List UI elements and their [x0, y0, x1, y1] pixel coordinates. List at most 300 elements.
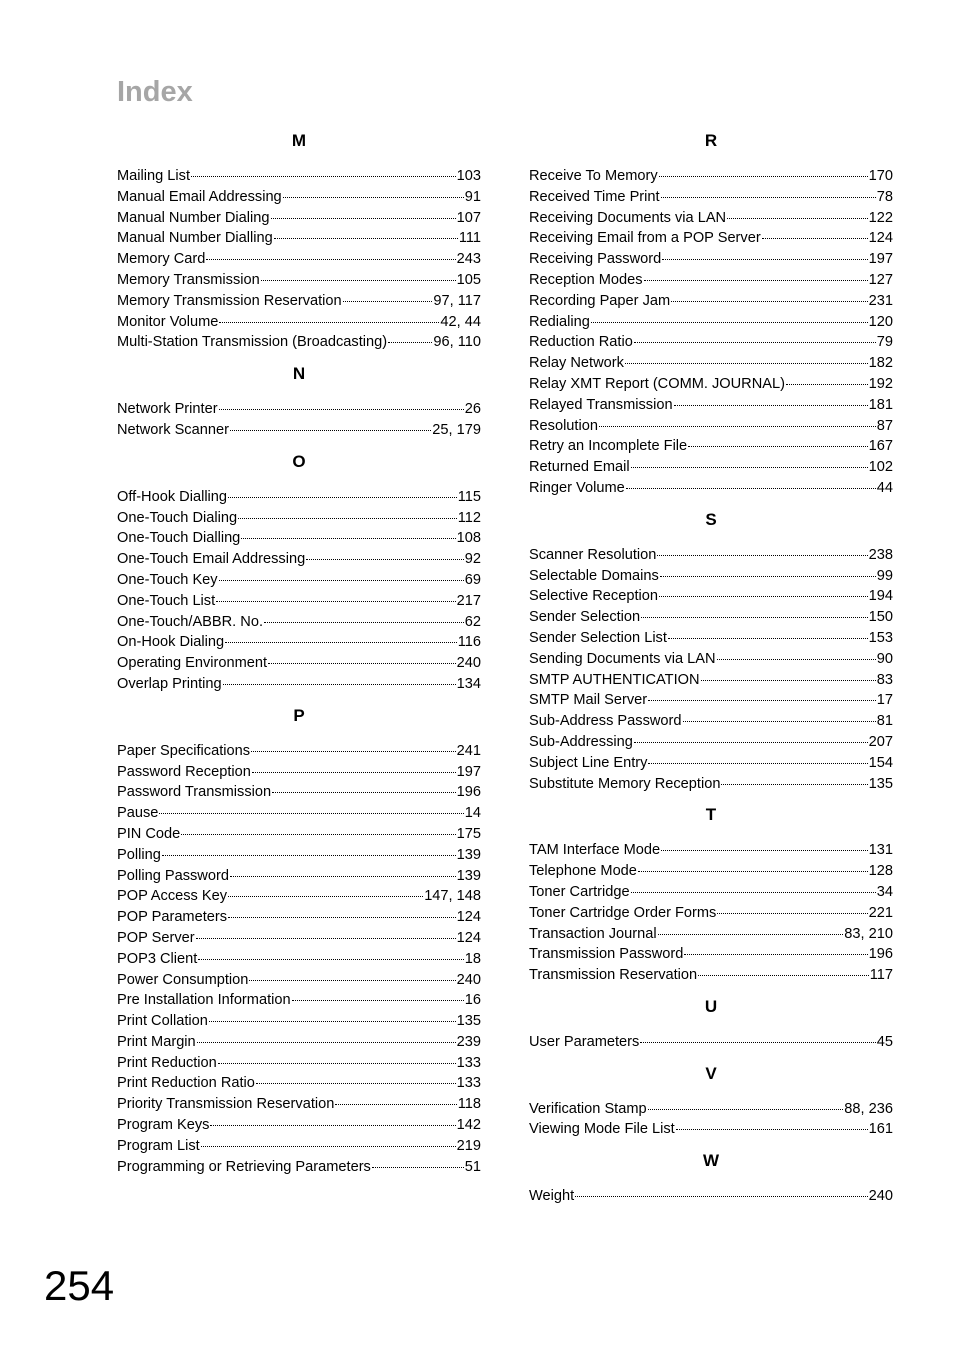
- entry-pages: 81: [876, 713, 893, 730]
- index-entry: [117, 1136, 481, 1157]
- index-entry: [529, 291, 893, 312]
- index-entry: [529, 457, 893, 478]
- index-entry: [529, 228, 893, 249]
- entry-pages: 147, 148: [424, 888, 481, 905]
- dot-leader: [159, 813, 463, 814]
- entry-term: Operating Environment: [117, 655, 268, 672]
- index-entry: [529, 670, 893, 691]
- dot-leader: [198, 959, 463, 960]
- entry-pages: 139: [456, 846, 481, 863]
- index-entry: [529, 208, 893, 229]
- entry-term: Receiving Email from a POP Server: [529, 230, 761, 247]
- index-entry: [117, 332, 481, 353]
- entry-pages: 117: [869, 967, 893, 984]
- entry-pages: 107: [456, 209, 481, 226]
- section-letter: W: [702, 1151, 720, 1171]
- entry-pages: 51: [464, 1158, 481, 1175]
- dot-leader: [201, 1146, 456, 1147]
- index-entry: [117, 166, 481, 187]
- entry-term: Manual Number Dialing: [117, 209, 270, 226]
- dot-leader: [219, 322, 439, 323]
- index-entry: [117, 886, 481, 907]
- dot-leader: [218, 1063, 456, 1064]
- dot-leader: [786, 384, 868, 385]
- index-entry: [529, 586, 893, 607]
- index-entry: [529, 395, 893, 416]
- entry-pages: 78: [876, 188, 893, 205]
- entry-term: Weight: [529, 1188, 575, 1205]
- entry-term: Transaction Journal: [529, 925, 657, 942]
- entry-term: Receiving Password: [529, 251, 662, 268]
- entry-term: Relay XMT Report (COMM. JOURNAL): [529, 375, 785, 392]
- section-spacer: [117, 1177, 481, 1187]
- index-entry: [117, 928, 481, 949]
- entry-term: Program Keys: [117, 1117, 210, 1134]
- index-entry: [117, 1011, 481, 1032]
- index-entry: [117, 270, 481, 291]
- dot-leader: [251, 751, 456, 752]
- index-entry: [529, 1032, 893, 1053]
- index-entry: [529, 628, 893, 649]
- dot-leader: [661, 197, 876, 198]
- section-spacer: [529, 1207, 893, 1217]
- dot-leader: [181, 834, 455, 835]
- entry-pages: 44: [876, 479, 893, 496]
- dot-leader: [228, 896, 423, 897]
- entry-term: Mailing List: [117, 168, 190, 184]
- dot-leader: [252, 772, 456, 773]
- index-entry: [117, 291, 481, 312]
- section-spacer: [529, 1140, 893, 1150]
- entry-term: Print Reduction Ratio: [117, 1075, 255, 1092]
- entry-term: Password Transmission: [117, 784, 272, 801]
- index-column-left: [117, 130, 481, 1187]
- dot-leader: [219, 580, 464, 581]
- index-entry: [529, 1099, 893, 1120]
- entry-pages: 134: [456, 675, 481, 692]
- dot-leader: [210, 1125, 455, 1126]
- section-letter: S: [705, 509, 717, 529]
- dot-leader: [283, 197, 464, 198]
- entry-term: Resolution: [529, 417, 598, 434]
- entry-pages: 131: [868, 842, 893, 859]
- index-entry: [529, 607, 893, 628]
- dot-leader: [641, 617, 867, 618]
- entry-term: Reduction Ratio: [529, 334, 633, 351]
- index-entry: [117, 249, 481, 270]
- entry-term: Redialing: [529, 313, 590, 330]
- entry-pages: 239: [456, 1033, 481, 1050]
- page-number: 254: [44, 1262, 115, 1309]
- dot-leader: [683, 721, 876, 722]
- entry-pages: 83, 210: [844, 925, 893, 942]
- entry-term: Relayed Transmission: [529, 396, 673, 413]
- entry-term: Verification Stamp: [529, 1100, 647, 1117]
- index-entry: [529, 166, 893, 187]
- entry-term: Transmission Password: [529, 946, 684, 963]
- index-section-u: [529, 996, 893, 1063]
- entry-pages: 96, 110: [433, 334, 481, 351]
- entry-term: Polling: [117, 846, 161, 863]
- entry-term: One-Touch/ABBR. No.: [117, 613, 264, 630]
- index-entry: [117, 312, 481, 333]
- entry-term: Print Margin: [117, 1033, 196, 1050]
- entry-term: SMTP Mail Server: [529, 692, 648, 709]
- section-spacer: [117, 353, 481, 363]
- dot-leader: [219, 409, 464, 410]
- index-entry: [117, 632, 481, 653]
- index-entry: [117, 845, 481, 866]
- entry-term: Telephone Mode: [529, 863, 637, 880]
- entry-term: Memory Transmission Reservation: [117, 292, 342, 309]
- entry-pages: 88, 236: [844, 1100, 893, 1117]
- dot-leader: [197, 1042, 456, 1043]
- index-entry: [529, 711, 893, 732]
- dot-leader: [271, 218, 456, 219]
- entry-pages: 42, 44: [440, 313, 481, 330]
- index-entry: [117, 907, 481, 928]
- dot-leader: [228, 917, 456, 918]
- entry-term: Returned Email: [529, 459, 630, 476]
- entry-pages: 231: [868, 292, 893, 309]
- section-spacer: [529, 986, 893, 996]
- entry-pages: 170: [868, 168, 893, 184]
- dot-leader: [591, 322, 868, 323]
- index-entry: [117, 1094, 481, 1115]
- entry-term: TAM Interface Mode: [529, 842, 661, 859]
- dot-leader: [634, 742, 868, 743]
- dot-leader: [762, 238, 868, 239]
- dot-leader: [335, 1104, 456, 1105]
- index-entry: [529, 187, 893, 208]
- entry-term: Viewing Mode File List: [529, 1121, 675, 1138]
- entry-pages: 34: [876, 883, 893, 900]
- dot-leader: [631, 467, 868, 468]
- entry-pages: 92: [464, 551, 481, 568]
- entry-term: Sub-Address Password: [529, 713, 682, 730]
- entry-pages: 127: [868, 271, 893, 288]
- entry-pages: 16: [464, 992, 481, 1009]
- entry-pages: 105: [456, 271, 481, 288]
- index-entry: [529, 312, 893, 333]
- dot-leader: [721, 784, 867, 785]
- index-entry: [117, 399, 481, 420]
- index-entry: [529, 924, 893, 945]
- dot-leader: [274, 238, 458, 239]
- entry-term: One-Touch Email Addressing: [117, 551, 306, 568]
- entry-pages: 120: [868, 313, 893, 330]
- section-spacer: [529, 794, 893, 804]
- dot-leader: [225, 642, 457, 643]
- index-entry: [117, 990, 481, 1011]
- dot-leader: [599, 426, 876, 427]
- entry-term: POP Server: [117, 929, 195, 946]
- entry-term: User Parameters: [529, 1033, 640, 1050]
- index-entry: [117, 570, 481, 591]
- entry-term: PIN Code: [117, 825, 181, 842]
- index-entry: [529, 374, 893, 395]
- page-title: Index: [117, 76, 193, 108]
- index-entry: [117, 1053, 481, 1074]
- index-entry: [117, 1115, 481, 1136]
- entry-pages: 124: [456, 929, 481, 946]
- entry-pages: 238: [868, 546, 893, 563]
- index-entry: [117, 208, 481, 229]
- dot-leader: [626, 488, 876, 489]
- dot-leader: [230, 430, 431, 431]
- entry-term: Power Consumption: [117, 971, 249, 988]
- dot-leader: [343, 301, 433, 302]
- entry-term: Print Collation: [117, 1013, 208, 1030]
- entry-term: Pre Installation Information: [117, 992, 291, 1009]
- entry-term: Off-Hook Dialling: [117, 488, 228, 505]
- dot-leader: [191, 176, 456, 177]
- entry-term: Memory Card: [117, 251, 206, 268]
- entry-pages: 124: [456, 909, 481, 926]
- entry-pages: 150: [868, 609, 893, 626]
- dot-leader: [698, 975, 869, 976]
- entry-term: Recording Paper Jam: [529, 292, 671, 309]
- entry-pages: 240: [456, 971, 481, 988]
- entry-term: Monitor Volume: [117, 313, 219, 330]
- entry-pages: 196: [456, 784, 481, 801]
- dot-leader: [228, 497, 457, 498]
- entry-term: Paper Specifications: [117, 742, 251, 759]
- entry-term: Polling Password: [117, 867, 229, 884]
- index-entry: [529, 965, 893, 986]
- section-letter: P: [293, 705, 305, 725]
- entry-term: Sender Selection: [529, 609, 641, 626]
- dot-leader: [717, 659, 876, 660]
- entry-pages: 154: [868, 754, 893, 771]
- entry-term: Received Time Print: [529, 188, 660, 205]
- entry-term: Reception Modes: [529, 271, 643, 288]
- entry-pages: 135: [456, 1013, 481, 1030]
- index-entry: [117, 824, 481, 845]
- entry-term: Manual Number Dialling: [117, 230, 273, 247]
- dot-leader: [638, 871, 868, 872]
- entry-pages: 108: [456, 530, 481, 547]
- index-entry: [529, 436, 893, 457]
- entry-pages: 99: [876, 567, 893, 584]
- entry-pages: 139: [456, 867, 481, 884]
- dot-leader: [674, 405, 868, 406]
- index-entry: [529, 649, 893, 670]
- dot-leader: [241, 538, 455, 539]
- dot-leader: [644, 280, 868, 281]
- entry-term: Network Printer: [117, 401, 218, 418]
- section-letter: O: [292, 451, 306, 471]
- dot-leader: [216, 601, 455, 602]
- section-spacer: [117, 695, 481, 705]
- entry-pages: 118: [457, 1096, 481, 1113]
- index-section-v: [529, 1063, 893, 1151]
- index-entry: [117, 762, 481, 783]
- entry-term: One-Touch Dialling: [117, 530, 241, 547]
- entry-term: Priority Transmission Reservation: [117, 1096, 335, 1113]
- entry-pages: 83: [876, 671, 893, 688]
- entry-pages: 111: [458, 230, 481, 247]
- entry-pages: 197: [456, 763, 481, 780]
- index-entry: [117, 228, 481, 249]
- entry-pages: 207: [868, 733, 893, 750]
- index-entry: [529, 332, 893, 353]
- entry-term: Sender Selection List: [529, 629, 667, 646]
- entry-pages: 69: [464, 571, 481, 588]
- entry-pages: 241: [456, 742, 481, 759]
- dot-leader: [261, 280, 456, 281]
- entry-pages: 135: [868, 775, 893, 792]
- entry-term: Overlap Printing: [117, 675, 222, 692]
- entry-pages: 133: [456, 1075, 481, 1092]
- entry-term: POP Parameters: [117, 909, 228, 926]
- index-entry: [529, 944, 893, 965]
- entry-pages: 87: [876, 417, 893, 434]
- index-entry: [529, 1186, 893, 1207]
- entry-term: One-Touch Key: [117, 571, 218, 588]
- entry-term: On-Hook Dialing: [117, 634, 225, 651]
- index-entry: [529, 566, 893, 587]
- dot-leader: [661, 850, 868, 851]
- section-letter: V: [705, 1063, 717, 1083]
- index-entry: [117, 741, 481, 762]
- entry-term: Programming or Retrieving Parameters: [117, 1158, 371, 1175]
- index-entry: [117, 949, 481, 970]
- entry-term: Substitute Memory Reception: [529, 775, 721, 792]
- dot-leader: [688, 446, 867, 447]
- entry-term: Transmission Reservation: [529, 967, 698, 984]
- entry-pages: 219: [456, 1137, 481, 1154]
- dot-leader: [388, 342, 432, 343]
- index-section-p: [117, 705, 481, 1188]
- entry-pages: 97, 117: [433, 292, 481, 309]
- entry-term: Toner Cartridge: [529, 883, 630, 900]
- entry-pages: 112: [457, 509, 481, 526]
- dot-leader: [162, 855, 456, 856]
- index-section-r: [529, 130, 893, 509]
- entry-pages: 192: [868, 375, 893, 392]
- dot-leader: [671, 301, 867, 302]
- dot-leader: [662, 259, 867, 260]
- index-entry: [529, 478, 893, 499]
- entry-pages: 124: [868, 230, 893, 247]
- entry-term: POP3 Client: [117, 950, 198, 967]
- index-entry: [117, 528, 481, 549]
- entry-pages: 240: [868, 1188, 893, 1205]
- index-entry: [529, 353, 893, 374]
- dot-leader: [631, 892, 876, 893]
- dot-leader: [209, 1021, 456, 1022]
- section-letter: T: [705, 805, 717, 825]
- dot-leader: [238, 518, 457, 519]
- index-entry: [529, 416, 893, 437]
- dot-leader: [306, 559, 464, 560]
- section-spacer: [529, 1053, 893, 1063]
- dot-leader: [648, 763, 867, 764]
- index-entry: [529, 882, 893, 903]
- entry-term: Receiving Documents via LAN: [529, 209, 727, 226]
- dot-leader: [196, 938, 456, 939]
- entry-pages: 91: [464, 188, 481, 205]
- entry-pages: 128: [868, 863, 893, 880]
- entry-pages: 122: [868, 209, 893, 226]
- entry-pages: 197: [868, 251, 893, 268]
- dot-leader: [676, 1129, 868, 1130]
- dot-leader: [660, 576, 876, 577]
- entry-pages: 90: [876, 650, 893, 667]
- index-entry: [117, 970, 481, 991]
- section-spacer: [529, 499, 893, 509]
- entry-term: Multi-Station Transmission (Broadcasting): [117, 334, 388, 351]
- index-entry: [529, 840, 893, 861]
- entry-pages: 25, 179: [432, 421, 481, 438]
- entry-pages: 102: [868, 459, 893, 476]
- index-entry: [117, 487, 481, 508]
- index-entry: [117, 803, 481, 824]
- entry-pages: 161: [868, 1121, 893, 1138]
- entry-term: SMTP AUTHENTICATION: [529, 671, 700, 688]
- entry-pages: 167: [868, 438, 893, 455]
- entry-term: Retry an Incomplete File: [529, 438, 688, 455]
- index-section-s: [529, 509, 893, 805]
- entry-pages: 240: [456, 655, 481, 672]
- entry-pages: 79: [876, 334, 893, 351]
- index-entry: [117, 508, 481, 529]
- section-letter: U: [704, 996, 718, 1016]
- index-entry: [117, 1073, 481, 1094]
- index-section-t: [529, 804, 893, 996]
- dot-leader: [727, 218, 868, 219]
- index-entry: [117, 420, 481, 441]
- entry-pages: 196: [868, 946, 893, 963]
- entry-pages: 18: [464, 950, 481, 967]
- entry-term: One-Touch Dialing: [117, 509, 238, 526]
- entry-term: Program List: [117, 1137, 200, 1154]
- entry-term: Selective Reception: [529, 588, 658, 605]
- entry-pages: 26: [464, 401, 481, 418]
- entry-term: Relay Network: [529, 355, 624, 372]
- entry-term: Manual Email Addressing: [117, 188, 282, 205]
- dot-leader: [684, 954, 867, 955]
- entry-pages: 175: [456, 825, 481, 842]
- index-entry: [529, 1119, 893, 1140]
- dot-leader: [256, 1083, 456, 1084]
- dot-leader: [264, 622, 464, 623]
- entry-pages: 181: [868, 396, 893, 413]
- entry-pages: 243: [456, 251, 481, 268]
- entry-term: Subject Line Entry: [529, 754, 648, 771]
- dot-leader: [659, 176, 868, 177]
- dot-leader: [658, 934, 844, 935]
- dot-leader: [668, 638, 868, 639]
- index-entry: [529, 774, 893, 795]
- dot-leader: [575, 1196, 867, 1197]
- dot-leader: [625, 363, 868, 364]
- dot-leader: [717, 913, 867, 914]
- entry-pages: 116: [457, 634, 481, 651]
- entry-term: POP Access Key: [117, 888, 228, 905]
- index-section-n: [117, 363, 481, 451]
- index-section-w: [529, 1150, 893, 1217]
- dot-leader: [634, 342, 876, 343]
- entry-pages: 115: [457, 488, 481, 505]
- dot-leader: [701, 680, 876, 681]
- entry-term: Pause: [117, 805, 159, 822]
- entry-term: Password Reception: [117, 763, 251, 780]
- index-entry: [529, 270, 893, 291]
- index-column-right: [529, 130, 893, 1217]
- entry-pages: 194: [868, 588, 893, 605]
